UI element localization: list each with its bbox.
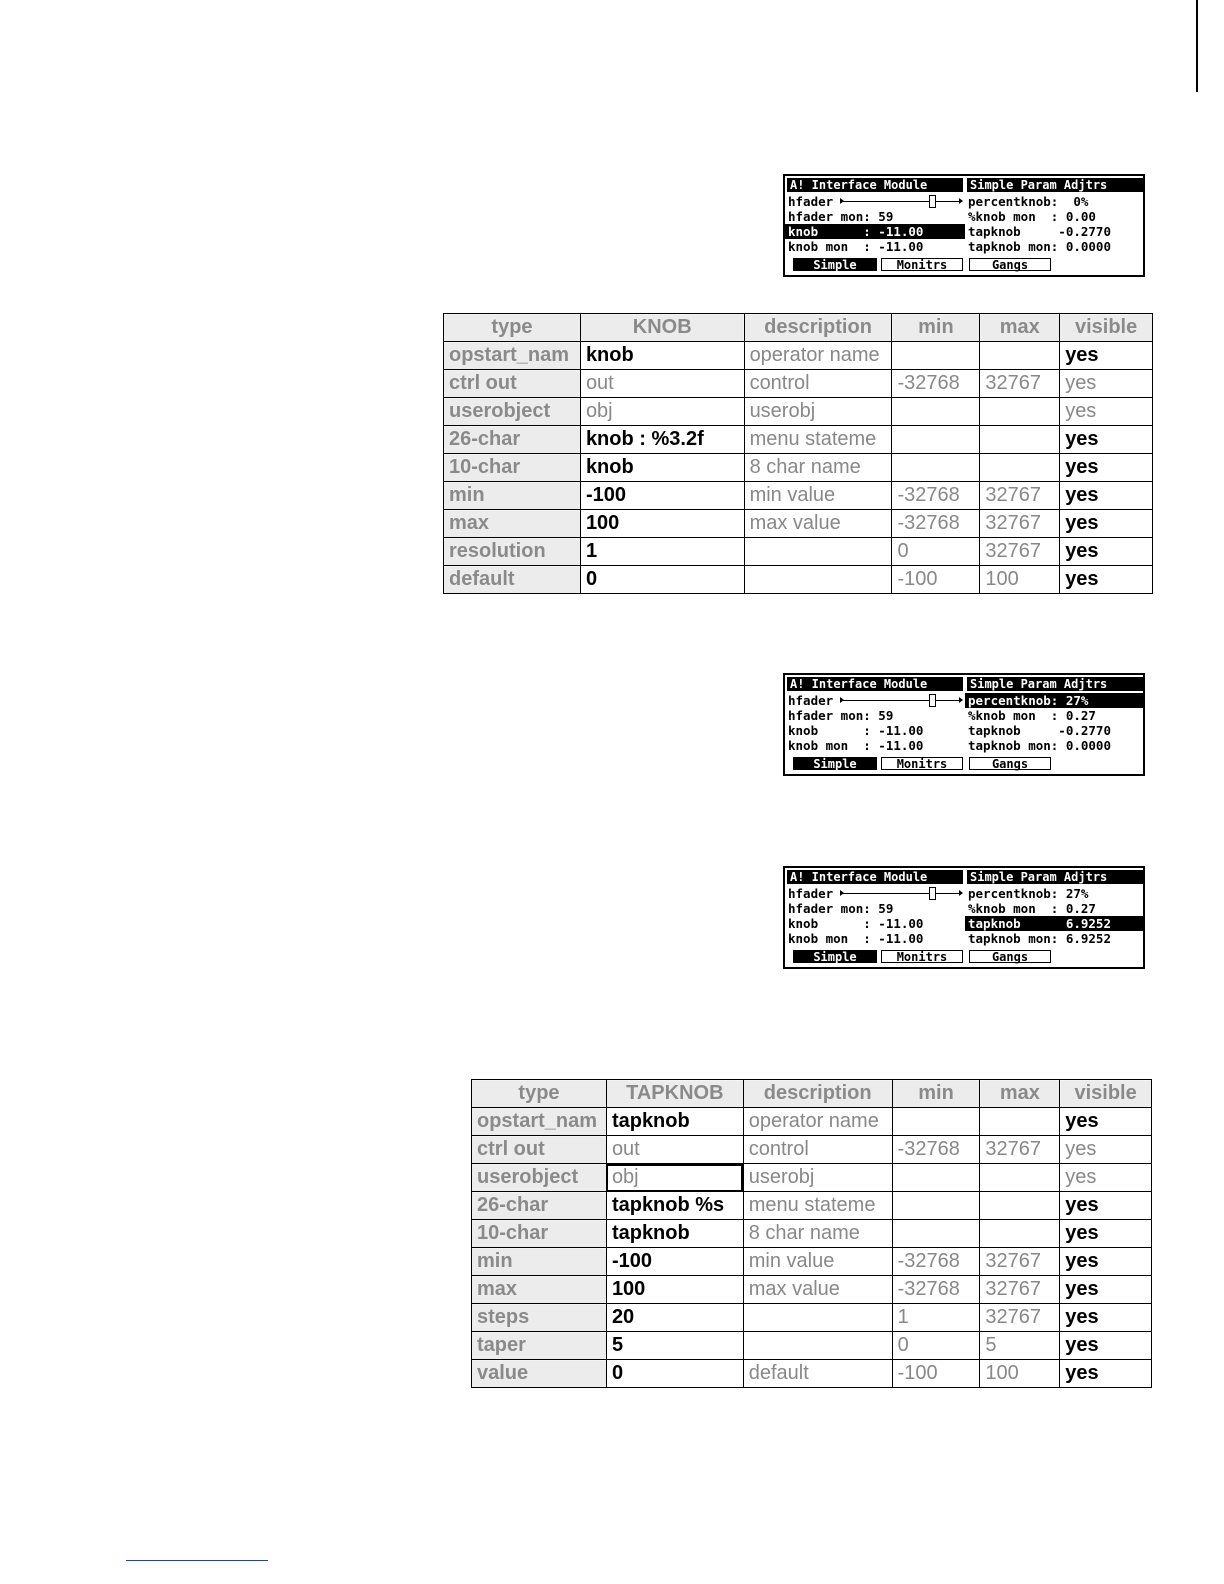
cell-max[interactable]: 32767 bbox=[980, 538, 1060, 566]
lcd-param-left[interactable]: knob mon : -11.00 bbox=[788, 239, 924, 254]
row-label: resolution bbox=[444, 538, 581, 566]
lcd-row bbox=[785, 224, 1143, 239]
col-header: type bbox=[444, 314, 581, 342]
cell-min[interactable]: -32768 bbox=[892, 1276, 980, 1304]
table-row bbox=[472, 1164, 1152, 1192]
cell-value[interactable]: knob bbox=[580, 454, 744, 482]
cell-min[interactable] bbox=[892, 342, 980, 370]
tab-monitrs[interactable]: Monitrs bbox=[881, 950, 963, 963]
cell-visible[interactable]: yes bbox=[1060, 342, 1153, 370]
cell-max[interactable] bbox=[980, 1192, 1060, 1220]
cell-value[interactable]: tapknob bbox=[606, 1220, 743, 1248]
col-header: min bbox=[892, 314, 980, 342]
lcd-param-right[interactable]: tapknob 6.9252 bbox=[965, 916, 1143, 931]
row-label: max bbox=[472, 1276, 607, 1304]
tab-simple[interactable]: Simple bbox=[793, 757, 877, 770]
cell-value[interactable]: 100 bbox=[606, 1276, 743, 1304]
cell-value[interactable]: tapknob bbox=[606, 1108, 743, 1136]
cell-description[interactable]: min value bbox=[744, 482, 892, 510]
row-label: ctrl out bbox=[444, 370, 581, 398]
table-row bbox=[472, 1192, 1152, 1220]
lcd-param-left[interactable]: hfader bbox=[788, 693, 834, 708]
cell-max[interactable] bbox=[980, 426, 1060, 454]
cell-visible[interactable]: yes bbox=[1060, 1108, 1152, 1136]
cell-value[interactable]: obj bbox=[580, 398, 744, 426]
cell-visible[interactable]: yes bbox=[1060, 1360, 1152, 1388]
cell-description[interactable]: control bbox=[743, 1136, 892, 1164]
cell-visible[interactable]: yes bbox=[1060, 482, 1153, 510]
lcd-row bbox=[785, 693, 1143, 708]
cell-max[interactable]: 5 bbox=[980, 1332, 1060, 1360]
lcd-param-right[interactable]: percentknob: 27% bbox=[968, 886, 1089, 901]
fader-left-arrow-icon bbox=[840, 198, 844, 204]
cell-value[interactable]: 100 bbox=[580, 510, 744, 538]
row-label: max bbox=[444, 510, 581, 538]
lcd-screen-knob-selected bbox=[783, 174, 1145, 277]
col-header: visible bbox=[1060, 1080, 1152, 1108]
fader-left-arrow-icon bbox=[840, 697, 844, 703]
cell-value[interactable]: knob bbox=[580, 342, 744, 370]
lcd-row bbox=[785, 738, 1143, 753]
cell-value[interactable]: out bbox=[580, 370, 744, 398]
cell-max[interactable] bbox=[980, 1108, 1060, 1136]
table-row bbox=[444, 398, 1153, 426]
lcd-row bbox=[785, 916, 1143, 931]
row-label: steps bbox=[472, 1304, 607, 1332]
lcd-param-right[interactable]: tapknob mon: 0.0000 bbox=[968, 738, 1111, 753]
cell-min[interactable]: 1 bbox=[892, 1304, 980, 1332]
lcd-param-left[interactable]: knob : -11.00 bbox=[788, 916, 924, 931]
row-label: min bbox=[444, 482, 581, 510]
knob-parameter-table bbox=[443, 313, 1153, 594]
row-label: userobject bbox=[444, 398, 581, 426]
cell-value[interactable]: out bbox=[606, 1136, 743, 1164]
lcd-header-right: Simple Param Adjtrs bbox=[967, 178, 1143, 192]
cell-min[interactable]: -100 bbox=[892, 566, 980, 594]
lcd-param-right[interactable]: %knob mon : 0.27 bbox=[968, 901, 1096, 916]
tab-simple[interactable]: Simple bbox=[793, 258, 877, 271]
cell-value[interactable]: obj bbox=[606, 1164, 743, 1192]
cell-description[interactable]: max value bbox=[744, 510, 892, 538]
tab-monitrs[interactable]: Monitrs bbox=[881, 757, 963, 770]
col-header: type bbox=[472, 1080, 607, 1108]
cell-description[interactable]: userobj bbox=[744, 398, 892, 426]
lcd-param-left[interactable]: knob : -11.00 bbox=[788, 723, 924, 738]
cell-max[interactable]: 32767 bbox=[980, 1136, 1060, 1164]
lcd-param-right[interactable]: tapknob mon: 6.9252 bbox=[968, 931, 1111, 946]
cell-min[interactable] bbox=[892, 1108, 980, 1136]
hfader-slider[interactable] bbox=[843, 201, 961, 202]
cell-description[interactable] bbox=[743, 1332, 892, 1360]
cell-visible[interactable]: yes bbox=[1060, 370, 1153, 398]
cell-visible[interactable]: yes bbox=[1060, 1332, 1152, 1360]
cell-value[interactable]: 20 bbox=[606, 1304, 743, 1332]
lcd-header-left: A! Interface Module bbox=[787, 677, 963, 691]
cell-visible[interactable]: yes bbox=[1060, 538, 1153, 566]
cell-min[interactable]: -100 bbox=[892, 1360, 980, 1388]
cell-max[interactable]: 32767 bbox=[980, 370, 1060, 398]
lcd-param-left[interactable]: knob mon : -11.00 bbox=[788, 738, 924, 753]
table-row bbox=[444, 370, 1153, 398]
fader-thumb[interactable] bbox=[929, 887, 936, 900]
row-label: default bbox=[444, 566, 581, 594]
cell-visible[interactable]: yes bbox=[1060, 454, 1153, 482]
fader-thumb[interactable] bbox=[929, 694, 936, 707]
cell-value[interactable]: -100 bbox=[606, 1248, 743, 1276]
tab-gangs[interactable]: Gangs bbox=[969, 950, 1051, 963]
col-header: min bbox=[892, 1080, 980, 1108]
table-row bbox=[472, 1220, 1152, 1248]
cell-min[interactable] bbox=[892, 426, 980, 454]
row-label: value bbox=[472, 1360, 607, 1388]
row-label: ctrl out bbox=[472, 1136, 607, 1164]
fader-left-arrow-icon bbox=[840, 890, 844, 896]
cell-value[interactable]: 1 bbox=[580, 538, 744, 566]
cell-max[interactable]: 32767 bbox=[980, 1304, 1060, 1332]
lcd-param-left[interactable]: hfader mon: 59 bbox=[788, 708, 894, 723]
cell-min[interactable]: 0 bbox=[892, 538, 980, 566]
cell-visible[interactable]: yes bbox=[1060, 1276, 1152, 1304]
cell-value[interactable]: knob : %3.2f bbox=[580, 426, 744, 454]
col-header: description bbox=[744, 314, 892, 342]
table-row bbox=[444, 538, 1153, 566]
hfader-slider[interactable] bbox=[843, 700, 961, 701]
cell-max[interactable]: 100 bbox=[980, 566, 1060, 594]
lcd-header-right: Simple Param Adjtrs bbox=[967, 677, 1143, 691]
lcd-screen-percentknob-selected bbox=[783, 673, 1145, 776]
cell-min[interactable] bbox=[892, 1192, 980, 1220]
lcd-row bbox=[785, 194, 1143, 209]
lcd-row bbox=[785, 209, 1143, 224]
tab-monitrs[interactable]: Monitrs bbox=[881, 258, 963, 271]
cell-visible[interactable]: yes bbox=[1060, 1304, 1152, 1332]
table-row bbox=[444, 342, 1153, 370]
cell-description[interactable]: menu stateme bbox=[743, 1192, 892, 1220]
lcd-param-right[interactable]: percentknob: 27% bbox=[965, 693, 1143, 708]
cell-description[interactable]: userobj bbox=[743, 1164, 892, 1192]
cell-max[interactable] bbox=[980, 398, 1060, 426]
lcd-header-right: Simple Param Adjtrs bbox=[967, 870, 1143, 884]
col-header: visible bbox=[1060, 314, 1153, 342]
cell-visible[interactable]: yes bbox=[1060, 566, 1153, 594]
col-header: TAPKNOB bbox=[606, 1080, 743, 1108]
page-edge-rule bbox=[1196, 0, 1198, 92]
row-label: taper bbox=[472, 1332, 607, 1360]
lcd-row bbox=[785, 239, 1143, 254]
cell-min[interactable]: -32768 bbox=[892, 1136, 980, 1164]
cell-max[interactable] bbox=[980, 454, 1060, 482]
lcd-param-right[interactable]: tapknob -0.2770 bbox=[968, 224, 1111, 239]
row-label: 26-char bbox=[472, 1192, 607, 1220]
lcd-row bbox=[785, 723, 1143, 738]
table-row bbox=[472, 1276, 1152, 1304]
cell-min[interactable]: -32768 bbox=[892, 482, 980, 510]
table-row bbox=[472, 1360, 1152, 1388]
lcd-row bbox=[785, 886, 1143, 901]
cell-description[interactable]: control bbox=[744, 370, 892, 398]
table-row bbox=[444, 510, 1153, 538]
table-row bbox=[444, 426, 1153, 454]
row-label: min bbox=[472, 1248, 607, 1276]
lcd-row bbox=[785, 901, 1143, 916]
col-header: description bbox=[743, 1080, 892, 1108]
cell-min[interactable]: -32768 bbox=[892, 1248, 980, 1276]
cell-visible[interactable]: yes bbox=[1060, 398, 1153, 426]
lcd-row bbox=[785, 708, 1143, 723]
tab-gangs[interactable]: Gangs bbox=[969, 757, 1051, 770]
tab-gangs[interactable]: Gangs bbox=[969, 258, 1051, 271]
lcd-param-right[interactable]: tapknob -0.2770 bbox=[968, 723, 1111, 738]
lcd-param-left[interactable]: knob : -11.00 bbox=[785, 224, 965, 239]
cell-description[interactable]: min value bbox=[743, 1248, 892, 1276]
lcd-param-right[interactable]: percentknob: 0% bbox=[968, 194, 1089, 209]
cell-max[interactable] bbox=[980, 1164, 1060, 1192]
lcd-screen-tapknob-selected bbox=[783, 866, 1145, 969]
lcd-param-left[interactable]: knob mon : -11.00 bbox=[788, 931, 924, 946]
table-row bbox=[472, 1304, 1152, 1332]
cell-max[interactable]: 32767 bbox=[980, 482, 1060, 510]
cell-visible[interactable]: yes bbox=[1060, 426, 1153, 454]
cell-description[interactable]: 8 char name bbox=[743, 1220, 892, 1248]
hfader-slider[interactable] bbox=[843, 893, 961, 894]
cell-min[interactable]: -32768 bbox=[892, 510, 980, 538]
cell-max[interactable] bbox=[980, 342, 1060, 370]
cell-min[interactable]: 0 bbox=[892, 1332, 980, 1360]
cell-description[interactable]: operator name bbox=[743, 1108, 892, 1136]
cell-min[interactable] bbox=[892, 1164, 980, 1192]
lcd-header-left: A! Interface Module bbox=[787, 870, 963, 884]
fader-right-arrow-icon bbox=[959, 198, 963, 204]
cell-value[interactable]: -100 bbox=[580, 482, 744, 510]
tab-simple[interactable]: Simple bbox=[793, 950, 877, 963]
lcd-param-left[interactable]: hfader bbox=[788, 194, 834, 209]
cell-description[interactable] bbox=[744, 566, 892, 594]
table-row bbox=[472, 1332, 1152, 1360]
table-row bbox=[444, 566, 1153, 594]
cell-description[interactable] bbox=[743, 1304, 892, 1332]
cell-description[interactable]: default bbox=[743, 1360, 892, 1388]
cell-min[interactable] bbox=[892, 398, 980, 426]
col-header: max bbox=[980, 314, 1060, 342]
cell-min[interactable]: -32768 bbox=[892, 370, 980, 398]
cell-description[interactable] bbox=[744, 538, 892, 566]
lcd-param-right[interactable]: tapknob mon: 0.0000 bbox=[968, 239, 1111, 254]
lcd-param-left[interactable]: hfader mon: 59 bbox=[788, 209, 894, 224]
cell-max[interactable]: 32767 bbox=[980, 1248, 1060, 1276]
cell-visible[interactable]: yes bbox=[1060, 1164, 1152, 1192]
lcd-row bbox=[785, 931, 1143, 946]
row-label: 26-char bbox=[444, 426, 581, 454]
table-row bbox=[472, 1108, 1152, 1136]
lcd-param-left[interactable]: hfader mon: 59 bbox=[788, 901, 894, 916]
col-header: KNOB bbox=[580, 314, 744, 342]
lcd-param-left[interactable]: hfader bbox=[788, 886, 834, 901]
row-label: opstart_nam bbox=[444, 342, 581, 370]
cell-max[interactable]: 32767 bbox=[980, 1276, 1060, 1304]
cell-max[interactable] bbox=[980, 1220, 1060, 1248]
cell-value[interactable]: 0 bbox=[580, 566, 744, 594]
cell-description[interactable]: operator name bbox=[744, 342, 892, 370]
footnote-separator bbox=[126, 1560, 268, 1561]
cell-min[interactable] bbox=[892, 454, 980, 482]
cell-value[interactable]: tapknob %s bbox=[606, 1192, 743, 1220]
lcd-header-left: A! Interface Module bbox=[787, 178, 963, 192]
table-header-row bbox=[472, 1080, 1152, 1108]
cell-max[interactable]: 32767 bbox=[980, 510, 1060, 538]
row-label: 10-char bbox=[472, 1220, 607, 1248]
cell-value[interactable]: 0 bbox=[606, 1360, 743, 1388]
cell-description[interactable]: menu stateme bbox=[744, 426, 892, 454]
cell-visible[interactable]: yes bbox=[1060, 1220, 1152, 1248]
cell-description[interactable]: max value bbox=[743, 1276, 892, 1304]
row-label: userobject bbox=[472, 1164, 607, 1192]
col-header: max bbox=[980, 1080, 1060, 1108]
tapknob-parameter-table bbox=[471, 1079, 1152, 1388]
cell-description[interactable]: 8 char name bbox=[744, 454, 892, 482]
cell-min[interactable] bbox=[892, 1220, 980, 1248]
fader-right-arrow-icon bbox=[959, 697, 963, 703]
cell-visible[interactable]: yes bbox=[1060, 510, 1153, 538]
row-label: opstart_nam bbox=[472, 1108, 607, 1136]
lcd-param-right[interactable]: %knob mon : 0.00 bbox=[968, 209, 1096, 224]
cell-visible[interactable]: yes bbox=[1060, 1136, 1152, 1164]
fader-right-arrow-icon bbox=[959, 890, 963, 896]
cell-value[interactable]: 5 bbox=[606, 1332, 743, 1360]
table-row bbox=[444, 454, 1153, 482]
lcd-param-right[interactable]: %knob mon : 0.27 bbox=[968, 708, 1096, 723]
cell-visible[interactable]: yes bbox=[1060, 1248, 1152, 1276]
row-label: 10-char bbox=[444, 454, 581, 482]
table-header-row bbox=[444, 314, 1153, 342]
table-row bbox=[472, 1136, 1152, 1164]
table-row bbox=[444, 482, 1153, 510]
cell-max[interactable]: 100 bbox=[980, 1360, 1060, 1388]
cell-visible[interactable]: yes bbox=[1060, 1192, 1152, 1220]
fader-thumb[interactable] bbox=[929, 195, 936, 208]
table-row bbox=[472, 1248, 1152, 1276]
